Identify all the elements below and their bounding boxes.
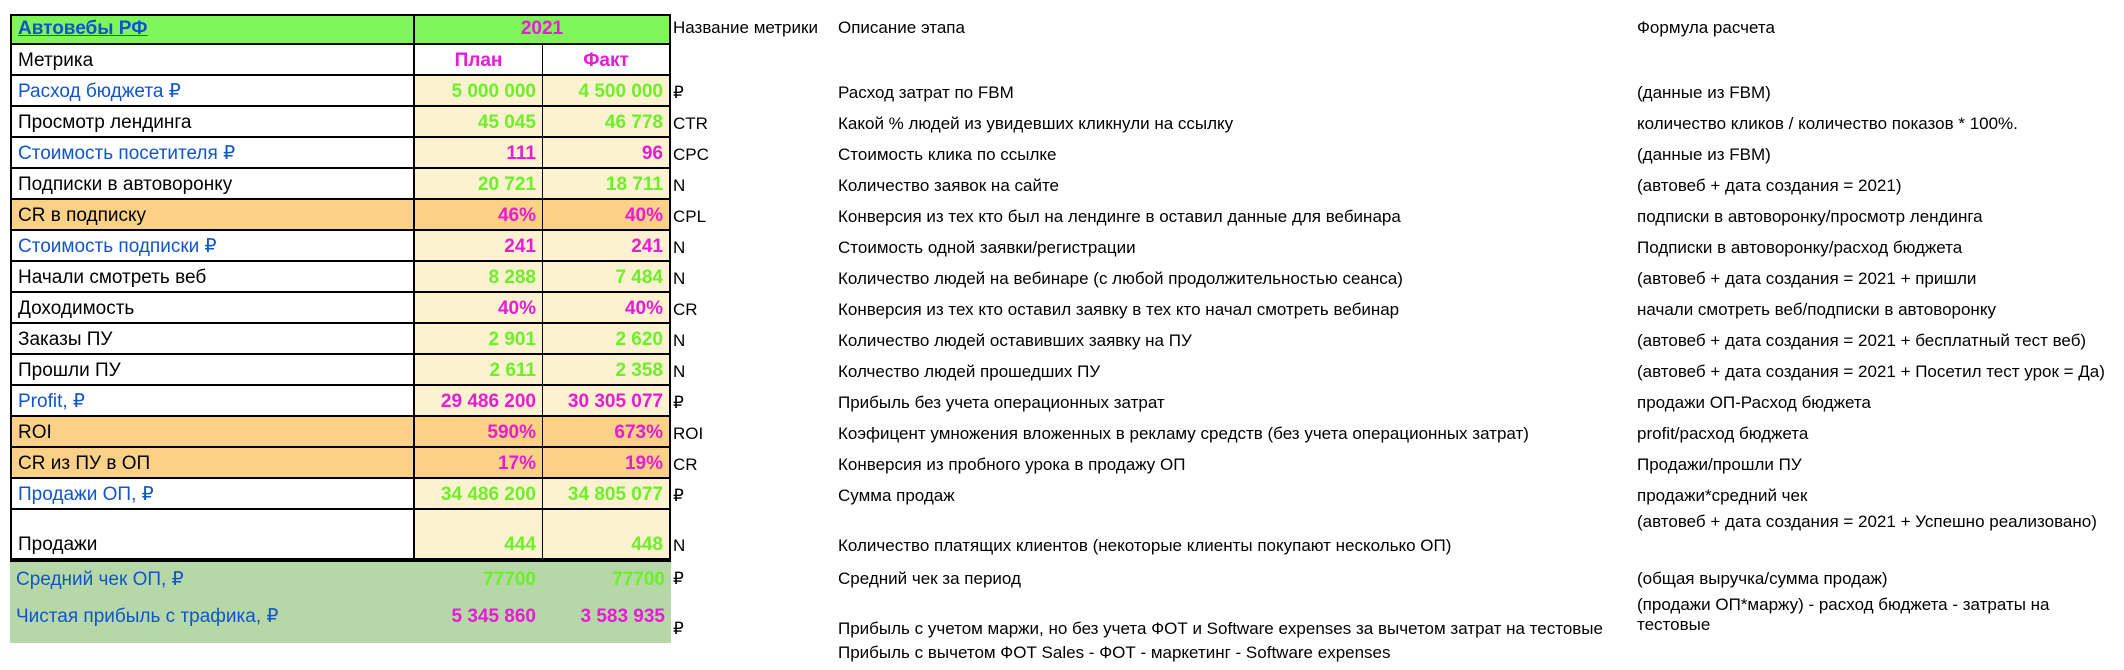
fact-value-cell[interactable] <box>542 479 671 510</box>
footer-note-cell[interactable] <box>836 641 1635 668</box>
formula-cell[interactable] <box>1635 479 2112 510</box>
formula-cell[interactable] <box>1635 169 2112 200</box>
metric-name-cell[interactable] <box>671 448 836 479</box>
metric-label-cell-text: Profit, ₽ <box>18 391 85 412</box>
metric-name-cell[interactable] <box>671 355 836 386</box>
description-cell-text: Сумма продаж <box>838 486 955 505</box>
formula-cell[interactable] <box>1635 417 2112 448</box>
fact-value-cell[interactable] <box>542 355 671 386</box>
metric-label-cell-text: Чистая прибыль с трафика, ₽ <box>16 606 279 627</box>
metric-name-cell[interactable] <box>671 138 836 169</box>
plan-value-cell-text: 241 <box>504 236 536 257</box>
plan-value-cell[interactable] <box>413 479 542 510</box>
plan-value-cell-text: 77700 <box>483 569 536 590</box>
description-cell-text: Прибыль с учетом маржи, но без учета ФОТ и Software expenses за вычетом затрат на тестовые <box>838 619 1603 638</box>
formula-cell-text: (автовеб + дата создания = 2021 + Успешно реализовано) <box>1637 512 2097 531</box>
plan-value-cell[interactable] <box>413 417 542 448</box>
fact-value-cell-text: 448 <box>631 534 663 555</box>
metric-name-cell[interactable] <box>671 479 836 510</box>
fact-value-cell[interactable] <box>542 417 671 448</box>
fact-value-cell[interactable] <box>542 293 671 324</box>
metric-label-cell[interactable] <box>10 262 413 293</box>
formula-cell[interactable] <box>1635 593 2112 643</box>
description-cell[interactable] <box>836 479 1635 510</box>
metric-label-cell-text: CR в подписку <box>18 205 147 226</box>
fact-value-cell-text: 40% <box>624 298 663 319</box>
plan-value-cell[interactable] <box>413 510 542 560</box>
plan-value-cell-text: 46% <box>497 205 536 226</box>
description-cell-text: Какой % людей из увидевших кликнули на ссылку <box>838 114 1234 133</box>
metric-label-cell-text: Стоимость посетителя ₽ <box>18 143 236 164</box>
formula-cell[interactable] <box>1635 448 2112 479</box>
fact-column-header[interactable] <box>542 45 671 76</box>
metric-name-cell[interactable] <box>671 510 836 560</box>
plan-value-cell[interactable] <box>413 593 542 643</box>
plan-value-cell-text: 2 611 <box>489 360 536 381</box>
metric-name-cell[interactable] <box>671 386 836 417</box>
description-cell[interactable] <box>836 231 1635 262</box>
description-cell[interactable] <box>836 386 1635 417</box>
fact-value-cell-text: 77700 <box>612 569 665 590</box>
plan-value-cell-text: 590% <box>487 422 536 443</box>
metric-label-cell[interactable] <box>10 479 413 510</box>
description-cell-text: Стоимость клика по ссылке <box>838 145 1057 164</box>
plan-value-cell-text: 111 <box>506 143 536 164</box>
description-cell[interactable] <box>836 262 1635 293</box>
brand-link-cell-text: Автовебы РФ <box>18 17 148 39</box>
plan-value-cell-text: 444 <box>504 534 536 555</box>
description-cell-text: Конверсия из тех кто был на лендинге в оставил данные для вебинара <box>838 207 1401 226</box>
metric-column-header-text: Метрика <box>18 50 94 71</box>
formula-cell[interactable] <box>1635 138 2112 169</box>
description-cell[interactable] <box>836 355 1635 386</box>
description-cell-text: Прибыль без учета операционных затрат <box>838 393 1165 412</box>
metric-name-cell-text: N <box>673 362 686 381</box>
plan-value-cell-text: 45 045 <box>477 112 536 133</box>
metric-name-cell-text: N <box>673 269 686 288</box>
metric-label-cell[interactable] <box>10 324 413 355</box>
metric-name-cell[interactable] <box>671 200 836 231</box>
fact-value-cell-text: 96 <box>641 143 663 164</box>
description-cell[interactable] <box>836 510 1635 560</box>
fact-value-cell-text: 30 305 077 <box>567 391 663 412</box>
metric-label-cell[interactable] <box>10 355 413 386</box>
metric-label-cell-text: Продажи <box>18 534 98 555</box>
formula-cell-text: profit/расход бюджета <box>1637 424 1809 443</box>
plan-value-cell-text: 2 901 <box>488 329 536 350</box>
formula-cell-text: (общая выручка/сумма продаж) <box>1637 569 1888 588</box>
plan-value-cell[interactable] <box>413 231 542 262</box>
metric-label-cell[interactable] <box>10 510 413 560</box>
description-cell-text: Коэфицент умножения вложенных в рекламу средств (без учета операционных затрат) <box>838 424 1529 443</box>
fact-value-cell-text: 3 583 935 <box>580 606 665 627</box>
description-cell-text: Количество заявок на сайте <box>838 176 1059 195</box>
description-cell-text: Количество людей на вебинаре (с любой продолжительностью сеанса) <box>838 269 1403 288</box>
metric-name-cell[interactable] <box>671 324 836 355</box>
metric-label-cell[interactable] <box>10 560 413 593</box>
formula-cell-text: (данные из FBM) <box>1637 145 1771 164</box>
metric-name-cell-text: N <box>673 176 686 195</box>
fact-value-cell-text: 4 500 000 <box>578 81 663 102</box>
formula-cell[interactable] <box>1635 107 2112 138</box>
metric-name-cell-text: CR <box>673 300 698 319</box>
description-cell-text: Расход затрат по FBM <box>838 83 1014 102</box>
description-cell[interactable] <box>836 560 1635 593</box>
year-cell-text: 2021 <box>520 17 564 39</box>
header-name-col[interactable] <box>671 14 836 45</box>
metric-name-cell-text: CPL <box>673 207 707 226</box>
fact-value-cell-text: 40% <box>624 205 663 226</box>
formula-cell-text: (автовеб + дата создания = 2021 + пришли <box>1637 269 1977 288</box>
metric-name-cell-text: CPC <box>673 145 709 164</box>
plan-value-cell-text: 17% <box>497 453 536 474</box>
metric-label-cell[interactable] <box>10 231 413 262</box>
fact-value-cell-text: 34 805 077 <box>567 484 663 505</box>
description-cell[interactable] <box>836 107 1635 138</box>
metric-name-cell[interactable] <box>671 169 836 200</box>
fact-value-cell[interactable] <box>542 448 671 479</box>
description-cell[interactable] <box>836 76 1635 107</box>
metric-name-cell-text: CR <box>673 455 698 474</box>
formula-cell-text: подписки в автоворонку/просмотр лендинга <box>1637 207 1983 226</box>
formula-cell[interactable] <box>1635 560 2112 593</box>
metric-name-cell-text: CTR <box>673 114 708 133</box>
metric-label-cell-text: Доходимость <box>18 298 135 319</box>
header-formula-col-text: Формула расчета <box>1637 18 1775 37</box>
metric-name-cell-text: ₽ <box>673 393 684 412</box>
description-cell[interactable] <box>836 138 1635 169</box>
metric-name-cell[interactable] <box>671 262 836 293</box>
plan-column-header-text: План <box>454 50 503 71</box>
plan-value-cell-text: 5 000 000 <box>451 81 536 102</box>
metric-name-cell[interactable] <box>671 593 836 643</box>
metric-label-cell-text: CR из ПУ в ОП <box>18 453 151 474</box>
metric-label-cell-text: Прошли ПУ <box>18 360 121 381</box>
footer-note-cell-text: Прибыль с вычетом ФОТ Sales - ФОТ - маркетинг - Software expenses <box>838 643 1391 662</box>
metric-name-cell[interactable] <box>671 231 836 262</box>
fact-value-cell[interactable] <box>542 231 671 262</box>
formula-cell-text: начали смотреть веб/подписки в автоворонку <box>1637 300 1996 319</box>
metric-label-cell-text: Просмотр лендинга <box>18 112 192 133</box>
metric-label-cell[interactable] <box>10 417 413 448</box>
formula-cell[interactable] <box>1635 324 2112 355</box>
formula-cell[interactable] <box>1635 386 2112 417</box>
description-cell[interactable] <box>836 169 1635 200</box>
formula-cell[interactable] <box>1635 293 2112 324</box>
metric-label-cell[interactable] <box>10 448 413 479</box>
description-cell-text: Конверсия из тех кто оставил заявку в тех кто начал смотреть вебинар <box>838 300 1400 319</box>
description-cell-text: Количество платящих клиентов (некоторые клиенты покупают несколько ОП) <box>838 536 1452 555</box>
plan-value-cell[interactable] <box>413 169 542 200</box>
metric-name-cell[interactable] <box>671 107 836 138</box>
metric-column-header[interactable] <box>10 45 413 76</box>
header-desc-col[interactable] <box>836 14 1635 45</box>
metric-label-cell-text: Заказы ПУ <box>18 329 113 350</box>
metric-label-cell[interactable] <box>10 169 413 200</box>
description-cell-text: Количество людей оставивших заявку на ПУ <box>838 331 1192 350</box>
description-cell[interactable] <box>836 593 1635 643</box>
metric-name-cell[interactable] <box>671 417 836 448</box>
header-desc-col-text: Описание этапа <box>838 18 965 37</box>
metric-name-cell-text: N <box>673 331 686 350</box>
description-cell-text: Стоимость одной заявки/регистрации <box>838 238 1136 257</box>
plan-value-cell-text: 20 721 <box>477 174 536 195</box>
plan-value-cell-text: 5 345 860 <box>451 606 536 627</box>
fact-value-cell[interactable] <box>542 324 671 355</box>
metric-name-cell-text: N <box>673 238 686 257</box>
bottom-block-divider <box>10 560 671 562</box>
metric-label-cell[interactable] <box>10 76 413 107</box>
formula-cell-text: (данные из FBM) <box>1637 83 1771 102</box>
formula-cell[interactable] <box>1635 231 2112 262</box>
description-cell[interactable] <box>836 324 1635 355</box>
metric-label-cell-text: ROI <box>18 422 52 443</box>
metric-name-cell[interactable] <box>671 560 836 593</box>
fact-value-cell-text: 18 711 <box>605 174 663 195</box>
plan-value-cell[interactable] <box>413 448 542 479</box>
header-formula-col[interactable] <box>1635 14 2124 45</box>
formula-cell-text: Подписки в автоворонку/расход бюджета <box>1637 238 1963 257</box>
metric-label-cell[interactable] <box>10 138 413 169</box>
fact-value-cell[interactable] <box>542 262 671 293</box>
fact-value-cell[interactable] <box>542 107 671 138</box>
metric-label-cell-text: Подписки в автоворонку <box>18 174 233 195</box>
fact-value-cell[interactable] <box>542 560 671 593</box>
plan-value-cell[interactable] <box>413 107 542 138</box>
description-cell[interactable] <box>836 448 1635 479</box>
fact-value-cell-text: 7 484 <box>615 267 663 288</box>
description-cell[interactable] <box>836 200 1635 231</box>
plan-column-header[interactable] <box>413 45 542 76</box>
plan-value-cell[interactable] <box>413 324 542 355</box>
metric-name-cell-text: ₽ <box>673 569 684 588</box>
formula-cell-text: (продажи ОП*маржу) - расход бюджета - затраты на тестовые <box>1637 595 2050 634</box>
metric-name-cell-text: ROI <box>673 424 704 443</box>
plan-value-cell[interactable] <box>413 386 542 417</box>
formula-cell[interactable] <box>1635 200 2112 231</box>
formula-cell-text: продажи*средний чек <box>1637 486 1808 505</box>
metric-label-cell-text: Начали смотреть веб <box>18 267 207 288</box>
plan-value-cell[interactable] <box>413 76 542 107</box>
fact-value-cell-text: 673% <box>614 422 663 443</box>
fact-value-cell-text: 2 620 <box>615 329 663 350</box>
description-cell-text: Средний чек за период <box>838 569 1021 588</box>
metric-label-cell[interactable] <box>10 200 413 231</box>
formula-cell[interactable] <box>1635 76 2112 107</box>
metric-label-cell-text: Средний чек ОП, ₽ <box>16 569 184 590</box>
description-cell[interactable] <box>836 293 1635 324</box>
formula-cell-text: продажи ОП-Расход бюджета <box>1637 393 1871 412</box>
formula-cell-text: (автовеб + дата создания = 2021 + бесплатный тест веб) <box>1637 331 2087 350</box>
plan-value-cell[interactable] <box>413 262 542 293</box>
plan-value-cell[interactable] <box>413 138 542 169</box>
metric-name-cell-text: ₽ <box>673 83 684 102</box>
formula-cell-text: (автовеб + дата создания = 2021) <box>1637 176 1902 195</box>
metric-label-cell-text: Стоимость подписки ₽ <box>18 236 217 257</box>
fact-column-header-text: Факт <box>583 50 629 71</box>
formula-cell-text: Продажи/прошли ПУ <box>1637 455 1802 474</box>
description-cell-text: Колчество людей прошедших ПУ <box>838 362 1101 381</box>
plan-value-cell-text: 29 486 200 <box>440 391 536 412</box>
header-name-col-text: Название метрики <box>673 18 818 37</box>
brand-link-cell[interactable] <box>10 14 413 45</box>
metric-name-cell-text: ₽ <box>673 486 684 505</box>
formula-cell[interactable] <box>1635 262 2112 293</box>
formula-cell-text: (автовеб + дата создания = 2021 + Посетил тест урок = Да) <box>1637 362 2105 381</box>
plan-value-cell-text: 8 288 <box>488 267 536 288</box>
metric-label-cell-text: Расход бюджета ₽ <box>18 81 181 102</box>
fact-value-cell[interactable] <box>542 386 671 417</box>
year-cell[interactable] <box>413 14 671 45</box>
metric-name-cell[interactable] <box>671 76 836 107</box>
fact-value-cell[interactable] <box>542 169 671 200</box>
plan-value-cell[interactable] <box>413 293 542 324</box>
metric-label-cell[interactable] <box>10 386 413 417</box>
fact-value-cell[interactable] <box>542 200 671 231</box>
fact-value-cell-text: 46 778 <box>604 112 663 133</box>
fact-value-cell[interactable] <box>542 593 671 643</box>
description-cell-text: Конверсия из пробного урока в продажу ОП <box>838 455 1186 474</box>
fact-value-cell-text: 19% <box>624 453 663 474</box>
formula-cell[interactable] <box>1635 510 2112 560</box>
metric-label-cell[interactable] <box>10 293 413 324</box>
metric-label-cell[interactable] <box>10 107 413 138</box>
metric-name-cell[interactable] <box>671 293 836 324</box>
description-cell[interactable] <box>836 417 1635 448</box>
formula-cell-text: количество кликов / количество показов * 100%. <box>1637 114 2018 133</box>
metric-name-cell-text: ₽ <box>673 619 684 638</box>
plan-value-cell-text: 40% <box>497 298 536 319</box>
metric-label-cell[interactable] <box>10 593 413 643</box>
plan-value-cell[interactable] <box>413 355 542 386</box>
metric-name-cell-text: N <box>673 536 686 555</box>
fact-value-cell-text: 241 <box>631 236 663 257</box>
fact-value-cell[interactable] <box>542 138 671 169</box>
fact-value-cell[interactable] <box>542 76 671 107</box>
fact-value-cell[interactable] <box>542 510 671 560</box>
metric-label-cell-text: Продажи ОП, ₽ <box>18 484 154 505</box>
formula-cell[interactable] <box>1635 355 2112 386</box>
plan-value-cell[interactable] <box>413 200 542 231</box>
fact-value-cell-text: 2 358 <box>615 360 663 381</box>
plan-value-cell[interactable] <box>413 560 542 593</box>
plan-value-cell-text: 34 486 200 <box>440 484 536 505</box>
